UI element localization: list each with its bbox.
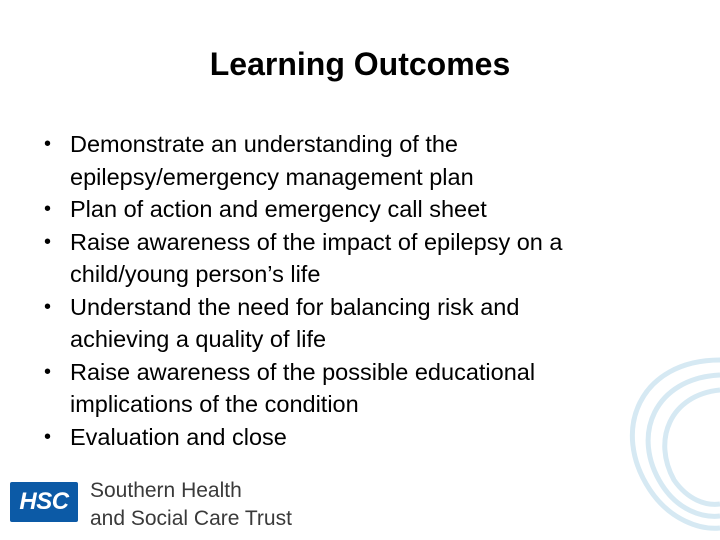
list-item-line: child/young person’s life [70,261,321,287]
list-item [44,128,684,193]
list-item-line: Raise awareness of the possible educational [70,358,536,385]
list-item-line: Understand the need for balancing risk and [70,293,520,320]
list-item [44,421,684,454]
bullet-icon: • [44,230,52,253]
list-item [44,291,684,356]
outcomes-list [44,128,684,453]
org-name-line-1: Southern Health [90,479,242,502]
list-item-line: Plan of action and emergency call sheet [70,196,487,222]
bullet-icon: • [44,425,52,448]
bullet-icon: • [44,133,52,155]
list-item-line: achieving a quality of life [70,326,327,352]
list-item-line: Evaluation and close [70,423,287,450]
bullet-icon: • [44,295,52,318]
list-item-line: Raise awareness of the impact of epilepsy on a [70,228,563,255]
list-item [44,193,684,226]
bullet-icon: • [44,198,52,220]
hsc-badge-text: HSC [19,488,69,515]
list-item-line: implications of the condition [70,391,359,417]
slide-title: Learning Outcomes [209,46,511,82]
list-item-line: Demonstrate an understanding of the [70,131,459,157]
bullet-icon: • [44,360,52,383]
hsc-trust-logo [10,478,310,534]
list-item [44,356,684,421]
list-item [44,226,684,291]
list-item-line: epilepsy/emergency management plan [70,163,474,190]
org-name-line-2: and Social Care Trust [90,507,292,530]
